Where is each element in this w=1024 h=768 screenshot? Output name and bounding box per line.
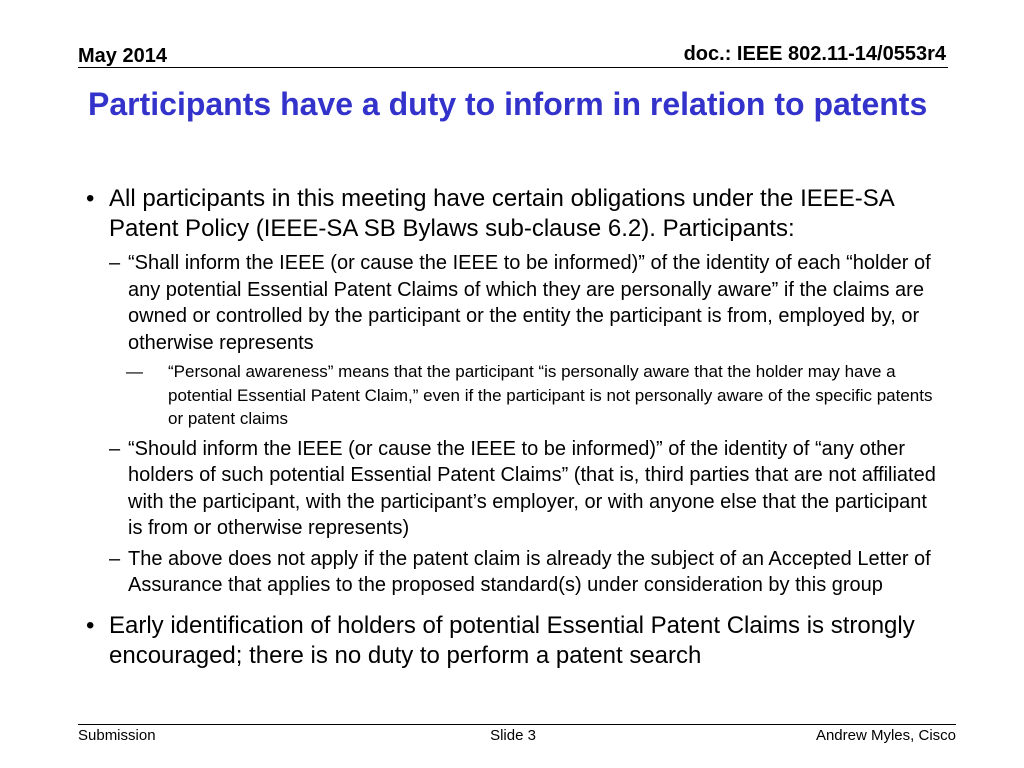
footer-slide-number: Slide 3 [490, 727, 536, 744]
sub-bullet-text: “Shall inform the IEEE (or cause the IEEE to be informed)” of the identity of each “holder of any potential Essential Patent Claims of which they are personally aware” if the claims are owned or controlled by the participant or the entity the participant is from, employed by, or otherwise represents [128, 252, 931, 354]
em-dash-marker: — [126, 362, 143, 381]
bullet-item [86, 611, 946, 671]
footer-divider [78, 724, 956, 725]
sub-bullet-text: “Should inform the IEEE (or cause the IEEE to be informed)” of the identity of “any other holders of such potential Essential Patent Claims” (that is, third parties that are not affiliated with the participant, with the participant’s employer, or with anyone else that the participant is from or otherwise represents) [128, 437, 936, 539]
dash-marker: – [109, 252, 121, 274]
bullet-text: Early identification of holders of potential Essential Patent Claims is strongly encouraged; there is no duty to perform a patent search [109, 611, 915, 669]
dash-marker: – [109, 437, 121, 460]
bullet-text: All participants in this meeting have certain obligations under the IEEE-SA Patent Policy (IEEE-SA SB Bylaws sub-clause 6.2). Participants: [109, 185, 894, 242]
sub-sub-bullet-text: “Personal awareness” means that the participant “is personally aware that the holder may have a potential Essential Patent Claim,” even if the participant is not personally aware of the specific patents or patent claims [168, 362, 933, 428]
sub-bullet-item [86, 436, 946, 542]
slide-title: Participants have a duty to inform in relation to patents [88, 86, 928, 122]
dash-marker: – [109, 547, 121, 570]
sub-bullet-text: The above does not apply if the patent claim is already the subject of an Accepted Letter of Assurance that applies to the proposed standard(s) under consideration by this group [128, 547, 931, 596]
sub-bullet-item [86, 546, 946, 599]
header-date: May 2014 [78, 45, 167, 67]
footer-author: Andrew Myles, Cisco [815, 727, 956, 744]
header-divider [78, 67, 948, 68]
footer-submission: Submission [78, 727, 156, 744]
bullet-marker: • [86, 611, 95, 639]
slide-body [86, 184, 946, 677]
sub-sub-bullet-item [86, 360, 946, 431]
bullet-marker: • [86, 185, 95, 212]
header-doc-id: doc.: IEEE 802.11-14/0553r4 [683, 43, 946, 65]
sub-bullet-item [86, 250, 946, 356]
bullet-item [86, 184, 946, 244]
